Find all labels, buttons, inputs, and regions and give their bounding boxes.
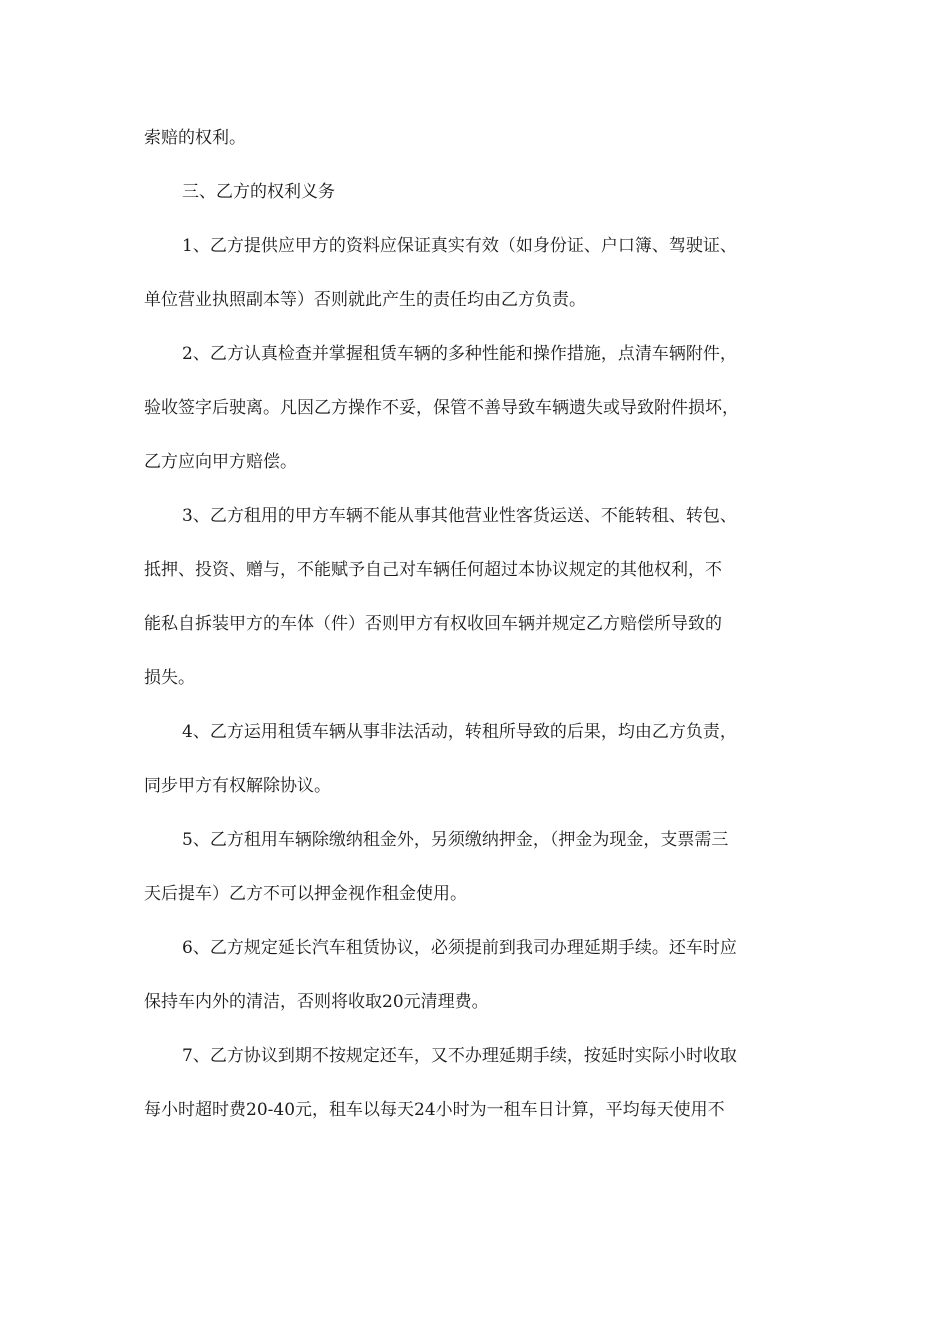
- clause-3-line-4: 损失。: [144, 668, 195, 688]
- clause-5-line-1: 5、乙方租用车辆除缴纳租金外，另须缴纳押金，（押金为现金，支票需三: [182, 830, 729, 850]
- clause-1-line-1: 1、乙方提供应甲方的资料应保证真实有效（如身份证、户口簿、驾驶证、: [182, 236, 737, 256]
- clause-4-line-1: 4、乙方运用租赁车辆从事非法活动，转租所导致的后果，均由乙方负责，: [182, 722, 737, 742]
- clause-5-line-2: 天后提车）乙方不可以押金视作租金使用。: [144, 884, 467, 904]
- text-line: 索赔的权利。: [144, 128, 246, 148]
- clause-3-line-3: 能私自拆装甲方的车体（件）否则甲方有权收回车辆并规定乙方赔偿所导致的: [144, 614, 722, 634]
- clause-1-line-2: 单位营业执照副本等）否则就此产生的责任均由乙方负责。: [144, 290, 586, 310]
- clause-3-line-2: 抵押、投资、赠与，不能赋予自己对车辆任何超过本协议规定的其他权利，不: [144, 560, 722, 580]
- clause-6-line-1: 6、乙方规定延长汽车租赁协议，必须提前到我司办理延期手续。还车时应: [182, 938, 737, 958]
- clause-7-line-1: 7、乙方协议到期不按规定还车，又不办理延期手续，按延时实际小时收取: [182, 1046, 737, 1066]
- clause-6-line-2: 保持车内外的清洁，否则将收取20元清理费。: [144, 992, 489, 1012]
- clause-3-line-1: 3、乙方租用的甲方车辆不能从事其他营业性客货运送、不能转租、转包、: [182, 506, 737, 526]
- clause-7-line-2: 每小时超时费20-40元，租车以每天24小时为一租车日计算，平均每天使用不: [144, 1100, 725, 1120]
- clause-2-line-2: 验收签字后驶离。凡因乙方操作不妥，保管不善导致车辆遗失或导致附件损坏，: [144, 398, 739, 418]
- clause-2-line-1: 2、乙方认真检查并掌握租赁车辆的多种性能和操作措施，点清车辆附件，: [182, 344, 737, 364]
- clause-2-line-3: 乙方应向甲方赔偿。: [144, 452, 297, 472]
- document-body: [144, 118, 824, 1144]
- clause-4-line-2: 同步甲方有权解除协议。: [144, 776, 331, 796]
- section-heading: 三、乙方的权利义务: [182, 182, 335, 202]
